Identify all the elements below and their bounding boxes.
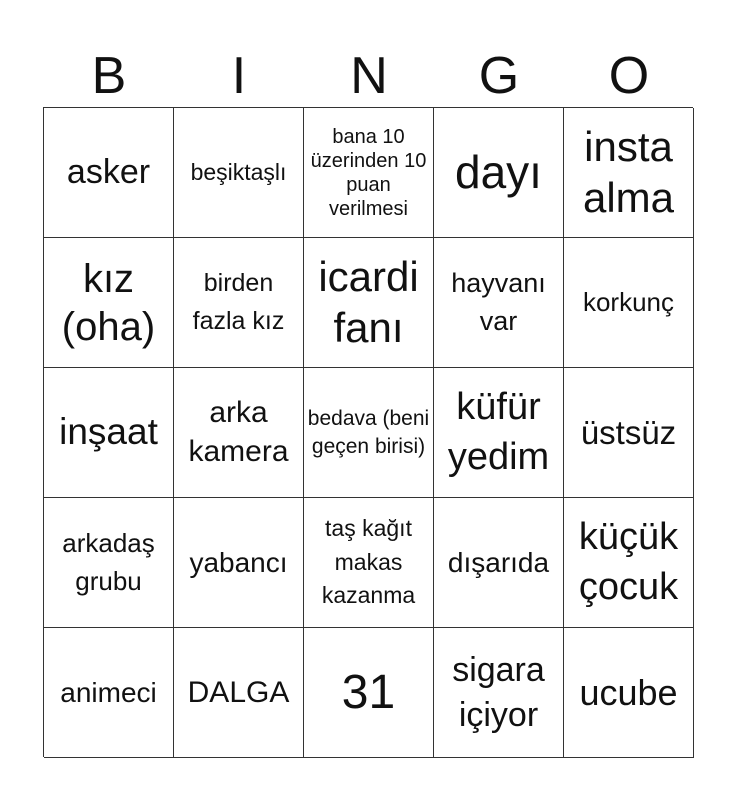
bingo-cell[interactable]	[44, 628, 174, 758]
bingo-cell[interactable]	[564, 498, 694, 628]
bingo-cell[interactable]	[304, 238, 434, 368]
cell-text: yabancı	[189, 546, 288, 578]
bingo-cell[interactable]	[174, 368, 304, 498]
bingo-cell[interactable]	[174, 498, 304, 628]
cell-text: hayvanı var	[451, 267, 546, 336]
bingo-cell[interactable]	[304, 368, 434, 498]
cell-text: insta alma	[582, 123, 675, 221]
cell-text: korkunç	[582, 286, 675, 317]
bingo-cell[interactable]	[434, 498, 564, 628]
cell-text: küfür yedim	[447, 386, 550, 478]
cell-text: ucube	[579, 671, 678, 713]
bingo-cell[interactable]	[564, 108, 694, 238]
cell-text: arkadaş grubu	[62, 527, 155, 596]
bingo-header	[44, 44, 694, 108]
header-letter-b: B	[91, 47, 127, 105]
bingo-cell[interactable]	[434, 238, 564, 368]
bingo-board	[43, 107, 693, 757]
cell-text: arka kamera	[188, 396, 289, 468]
bingo-cell[interactable]	[434, 368, 564, 498]
bingo-cell[interactable]	[174, 108, 304, 238]
cell-text: animeci	[60, 676, 157, 708]
cell-text: beşiktaşlı	[190, 158, 287, 185]
header-letter-n: N	[350, 47, 388, 105]
bingo-cell[interactable]	[44, 498, 174, 628]
cell-text: taş kağıt makas kazanma	[321, 515, 416, 609]
bingo-cell[interactable]	[564, 368, 694, 498]
cell-text: kız (oha)	[61, 256, 156, 349]
cell-text: küçük çocuk	[578, 516, 679, 608]
cell-text: sigara içiyor	[452, 651, 545, 734]
cell-text: 31	[341, 665, 396, 719]
header-letter-o: O	[608, 47, 650, 105]
cell-text: dayı	[455, 145, 542, 198]
cell-text: asker	[66, 153, 151, 192]
header-letter-g: G	[478, 47, 520, 105]
bingo-cell[interactable]	[304, 628, 434, 758]
cell-text: bana 10 üzerinden 10 puan verilmesi	[310, 125, 427, 220]
cell-text: üstsüz	[580, 413, 677, 451]
bingo-cell[interactable]	[434, 628, 564, 758]
bingo-cell[interactable]	[44, 108, 174, 238]
bingo-cell[interactable]	[174, 628, 304, 758]
bingo-cell[interactable]	[304, 498, 434, 628]
cell-text: inşaat	[59, 411, 158, 453]
bingo-cell[interactable]	[304, 108, 434, 238]
header-letter-i: I	[231, 47, 247, 105]
bingo-cell[interactable]	[44, 368, 174, 498]
bingo-cell[interactable]	[564, 238, 694, 368]
bingo-cell[interactable]	[44, 238, 174, 368]
bingo-cell[interactable]	[564, 628, 694, 758]
cell-text: DALGA	[187, 675, 290, 709]
cell-text: birden fazla kız	[192, 269, 285, 335]
bingo-cell[interactable]	[434, 108, 564, 238]
cell-text: icardi fanı	[318, 253, 419, 351]
cell-text: bedava (beni geçen birisi)	[307, 407, 430, 458]
cell-text: dışarıda	[447, 546, 550, 578]
bingo-cell[interactable]	[174, 238, 304, 368]
